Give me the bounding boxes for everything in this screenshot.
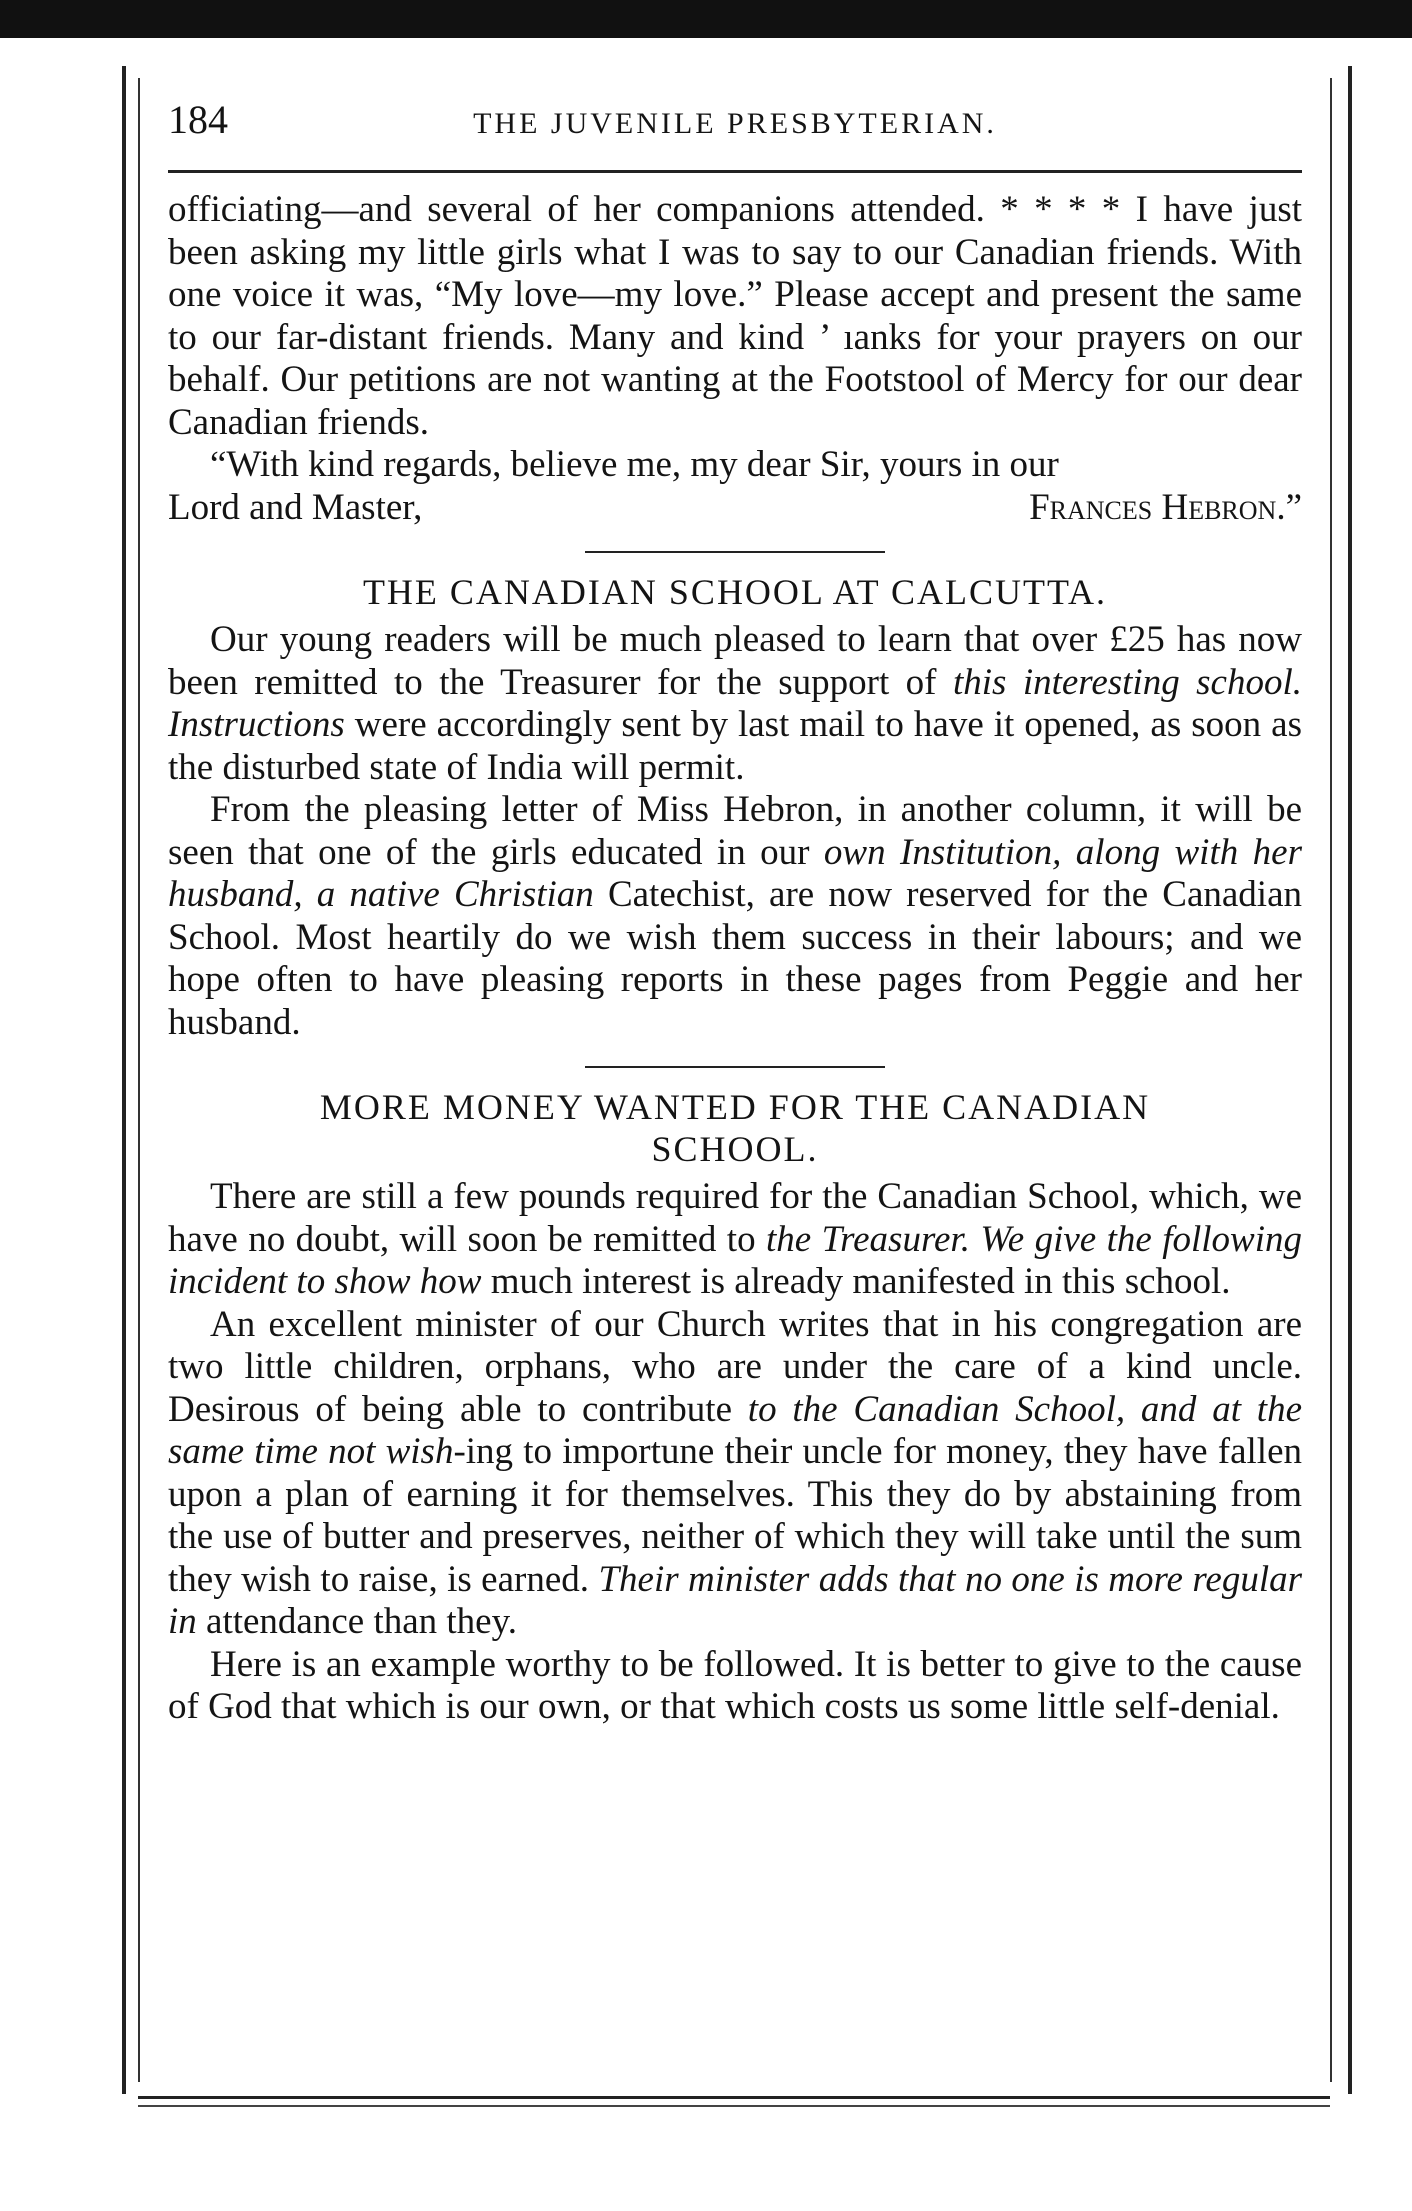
money-p2-text-c: attendance than they. [196, 1601, 517, 1642]
letter-signature: Frances Hebron.” [1029, 486, 1302, 528]
article-body [168, 173, 1302, 1729]
money-p1-text-a: There are still a few pounds required for the Canadian School, which, we have no doubt, will soon be remitted to [168, 1176, 1302, 1260]
money-p2-italic: to the Canadian School, and at the same time not wish- [168, 1388, 1302, 1472]
bottom-rule [138, 2096, 1330, 2107]
money-p2-text-b: ing to importune their uncle for money, they have fallen upon a plan of earning it for themselves. This they do by abstaining from the use of butter and preserves, neither of which they will take until the sum they wish to raise, is earned. [168, 1431, 1302, 1600]
letter-continuation-paragraph: officiating—and several of her companions attended. * * * * I have just been asking my little girls what I was to say to our Canadian friends. With one voice it was, “My love—my love.” Please accept and present the same to our far-distant friends. Many and kind ’ ıanks for your prayers on our behalf. Our petitions are not wanting at the Footstool of Mercy for our dear Canadian friends. [168, 189, 1302, 443]
signature-line [168, 487, 1302, 530]
calcutta-p1-italic: this interesting school. Instructions [168, 661, 1302, 745]
page-number: 184 [168, 97, 228, 142]
money-p1-text-b: much interest is already manifested in this school. [481, 1261, 1231, 1302]
calcutta-paragraph-2 [168, 789, 1302, 1044]
section-divider [585, 1066, 885, 1068]
calcutta-p2-italic: own Institution, along with her husband, a native Christian [168, 831, 1302, 915]
money-paragraph-3: Here is an example worthy to be followed. It is better to give to the cause of God that which is our own, or that which costs us some little self-denial. [168, 1643, 1302, 1727]
page-content [168, 96, 1302, 1729]
money-p1-italic: the Treasurer. We give the following incident to show how [168, 1218, 1302, 1302]
running-title: THE JUVENILE PRESBYTERIAN. [473, 107, 997, 140]
money-title-line-2: SCHOOL. [651, 1129, 819, 1169]
money-paragraph-1 [168, 1176, 1302, 1304]
money-paragraph-2 [168, 1304, 1302, 1644]
letter-closing: “With kind regards, believe me, my dear Sir, yours in our [210, 444, 1059, 485]
page-header [168, 96, 1302, 173]
calcutta-p2-text-b: Catechist, are now reserved for the Canadian School. Most heartily do we wish them success in their labours; and we hope often to have pleasing reports in these pages from Peggie and her husband. [168, 874, 1302, 1043]
section-divider [585, 551, 885, 553]
calcutta-p1-text-a: Our young readers will be much pleased to learn that over £25 has now been remitted to the Treasurer for the support of [168, 619, 1302, 703]
money-p2-italic-2: Their minister adds that no one is more regular in [168, 1558, 1302, 1642]
scan-top-band [0, 0, 1412, 38]
calcutta-paragraph-1 [168, 619, 1302, 789]
calcutta-p2-text-a: From the pleasing letter of Miss Hebron, in another column, it will be seen that one of the girls educated in our [168, 789, 1302, 873]
section-title-calcutta: THE CANADIAN SCHOOL AT CALCUTTA. [362, 572, 1108, 612]
calcutta-p1-text-b: were accordingly sent by last mail to have it opened, as soon as the disturbed state of India will permit. [168, 704, 1302, 788]
money-title-line-1: MORE MONEY WANTED FOR THE CANADIAN [319, 1087, 1151, 1127]
money-p2-text-a: An excellent minister of our Church writes that in his congregation are two little children, orphans, who are under the care of a kind uncle. Desirous of being able to contribute [168, 1303, 1302, 1430]
closing-salutation: Lord and Master, [168, 486, 423, 528]
section-title-money [168, 1086, 1302, 1170]
